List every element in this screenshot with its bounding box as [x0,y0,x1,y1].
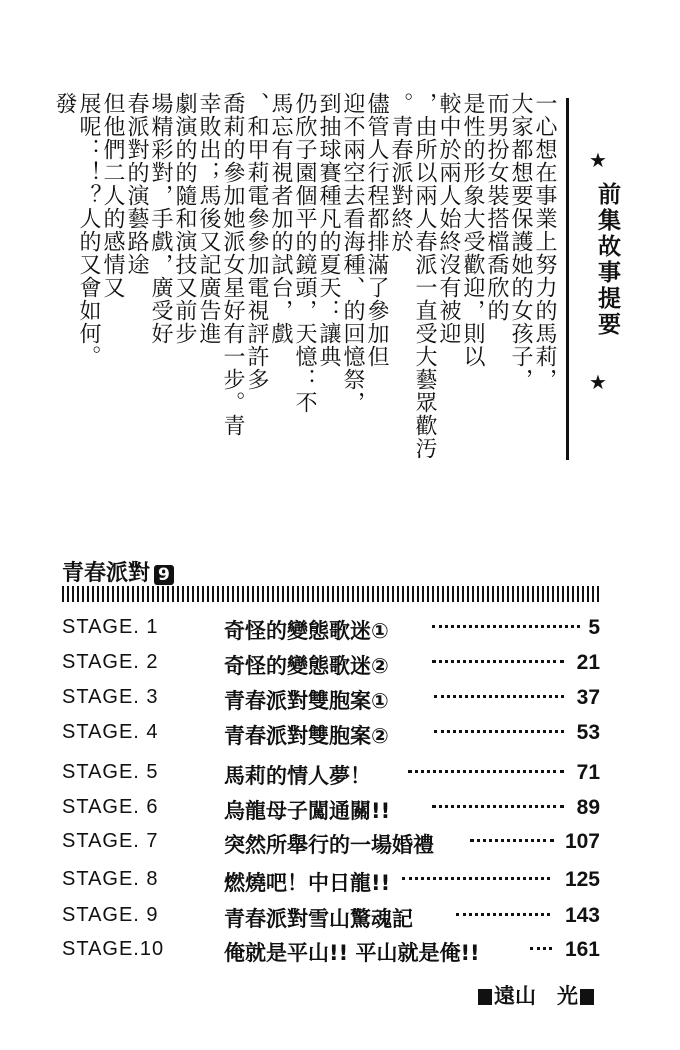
stage-label: STAGE. 9 [62,904,159,926]
toc-row[interactable] [62,761,600,791]
synopsis-column: 展呢：！？人的又會如何。 [76,92,101,368]
chapter-title: 馬莉的情人夢！ [224,764,371,788]
page-number: 21 [576,651,600,674]
chapter-title: 突然所舉行的一場婚禮 [224,833,434,857]
page-number: 71 [576,761,600,784]
volume-badge: 9 [154,565,174,585]
author-credit [476,980,596,1010]
chapter-title: 青春派對雙胞案② [224,724,389,748]
synopsis-column: 到抽球賽種凡的夏天：讓典 [316,92,341,368]
dot-leader [530,947,552,950]
page-number: 5 [588,616,600,639]
synopsis-column: 一心想在事業上努力的馬莉， [532,92,557,391]
synopsis-column: 劇演的的隨和演技又前步 [172,92,197,345]
synopsis-column: 。青春派對終於 [388,92,413,253]
toc-row[interactable] [62,651,600,681]
author-name: 遠山 光 [494,984,578,1008]
stage-label: STAGE. 5 [62,761,159,783]
synopsis-text [52,92,558,472]
toc-row[interactable] [62,904,600,934]
book-title [62,556,174,587]
star-icon: ★ [589,370,607,394]
stage-label: STAGE. 6 [62,796,159,818]
stage-label: STAGE. 3 [62,686,159,708]
stage-label: STAGE.10 [62,938,165,960]
toc-row[interactable] [62,616,600,646]
toc-row[interactable] [62,796,600,826]
synopsis-column: 是性的形象大受歡迎，則以 [460,92,485,368]
square-icon [478,989,492,1005]
ruler-divider [62,586,600,602]
synopsis-column: 馬忘有視者加的試台，戲 [268,92,293,345]
toc-row[interactable] [62,721,600,751]
stage-label: STAGE. 8 [62,868,159,890]
synopsis-column: 春派對的演藝路途 [124,92,149,276]
book-title-text: 青春派對 [62,561,151,586]
dot-leader [456,913,550,916]
synopsis-column: 儘管人行程都排滿了參加但 [364,92,389,368]
chapter-title: 青春派對雙胞案① [224,689,389,713]
toc-row[interactable] [62,830,600,860]
dot-leader [408,770,564,773]
synopsis-heading: 前集故事提要 [594,182,620,338]
dot-leader [432,805,564,808]
synopsis-column: 仍欣子園個平的鏡頭，天憶：不 [292,92,317,414]
toc-row[interactable] [62,686,600,716]
synopsis-column: 喬莉的參加她派女星好有一步。青 [220,92,245,437]
dot-leader [402,877,550,880]
page-number: 125 [564,868,600,891]
page-number: 143 [564,904,600,927]
page-number: 37 [576,686,600,709]
stage-label: STAGE. 2 [62,651,159,673]
dot-leader [434,695,564,698]
synopsis-column: 場精彩對，手戲，廣受好 [148,92,173,345]
dot-leader [432,625,580,628]
page-number: 89 [576,796,600,819]
synopsis-column: 但他們二人的感情又 [100,92,125,299]
square-icon [580,989,594,1005]
synopsis-column: 發 [52,92,77,115]
chapter-title: 烏龍母子闖通關!! [224,799,391,823]
chapter-title: 奇怪的變態歌迷② [224,654,389,678]
dot-leader [470,839,554,842]
synopsis-column: 較中於兩人始終沒有被迎 [436,92,461,345]
chapter-title: 俺就是平山!! 平山就是俺!! [224,941,480,965]
synopsis-column: ，由所以兩人春派一直受大藝眾歡汚 [412,92,437,460]
stage-label: STAGE. 7 [62,830,159,852]
synopsis-column: 、和甲莉電參參加電視評許多 [244,92,269,391]
star-icon: ★ [589,148,607,172]
chapter-title: 青春派對雪山驚魂記 [224,907,413,931]
synopsis-column: 迎不兩空去看海種、的回憶祭， [340,92,365,414]
chapter-title: 燃燒吧！中日龍!! [224,871,391,895]
page-number: 161 [564,938,600,961]
synopsis-column: 而男扮女裝搭檔喬欣的 [484,92,509,322]
synopsis-column: 大家都想要保護她的女孩子， [508,92,533,391]
toc-row[interactable] [62,868,600,898]
page-number: 53 [576,721,600,744]
synopsis-header [566,98,629,460]
synopsis-column: 幸敗出；馬後又記廣告進 [196,92,221,345]
toc-row[interactable] [62,938,600,968]
stage-label: STAGE. 4 [62,721,159,743]
dot-leader [432,660,564,663]
chapter-title: 奇怪的變態歌迷① [224,619,389,643]
dot-leader [434,730,564,733]
stage-label: STAGE. 1 [62,616,159,638]
page-number: 107 [564,830,600,853]
